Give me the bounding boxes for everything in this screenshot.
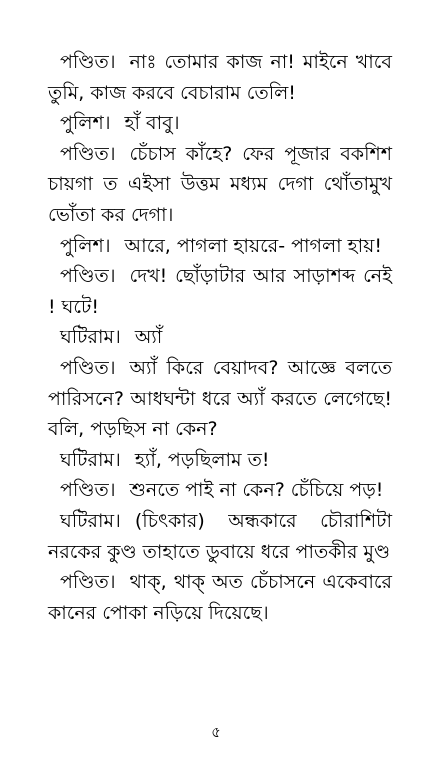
dialogue-text: চেঁচাস কাঁহে? ফের পূজার বকশিশ চায়গা ত এইসা উত্তম মধ্যম দেগা থোঁতামুখ ভোঁতা কর দেগা।	[48, 142, 392, 226]
speaker-name: পণ্ডিত।	[60, 479, 116, 502]
dialogue-line	[48, 353, 392, 445]
dialogue-line	[48, 322, 392, 353]
speaker-name: পণ্ডিত।	[60, 571, 116, 594]
dialogue-line	[48, 445, 392, 476]
dialogue-text: অ্যাঁ কিরে বেয়াদব? আজ্ঞে বলতে পারিসনে? আধঘন্টা ধরে অ্যাঁ করতে লেগেছে! বলি, পড়ছিস না কেন?	[48, 356, 392, 441]
dialogue-line	[48, 475, 392, 506]
speaker-name: পুলিশ।	[60, 234, 111, 257]
speaker-name: পণ্ডিত।	[60, 51, 116, 73]
page-number: ৫	[211, 723, 221, 741]
speaker-name: পুলিশ।	[60, 112, 111, 135]
dialogue-text: নাঃ তোমার কাজ না! মাইনে খাবে তুমি, কাজ করবে বেচারাম তেলি!	[48, 51, 392, 104]
speaker-name: ঘটিরাম।	[60, 509, 121, 532]
dialogue-text: (চিৎকার) অন্ধকারে চৌরাশিটা নরকের কুণ্ড তাহাতে ডুবায়ে ধরে পাতকীর মুণ্ড	[48, 509, 392, 563]
dialogue-line	[48, 567, 392, 628]
speaker-name: পণ্ডিত।	[60, 356, 116, 379]
dialogue-text: হাঁ বাবু।	[124, 112, 180, 135]
dialogue-line	[48, 108, 392, 139]
speaker-name: ঘটিরাম।	[60, 448, 121, 471]
dialogue-text: শুনতে পাই না কেন? চেঁচিয়ে পড়!	[129, 479, 384, 502]
speaker-name: পণ্ডিত।	[60, 142, 116, 165]
dialogue-text: হ্যাঁ, পড়ছিলাম ত!	[134, 448, 270, 471]
dialogue-line	[48, 139, 392, 231]
dialogue-line	[48, 231, 392, 262]
speaker-name: ঘটিরাম।	[60, 326, 121, 349]
dialogue-line	[48, 261, 392, 322]
dialogue-text: দেখ! ছোঁড়াটার আর সাড়াশব্দ নেই ! ঘটে!	[48, 265, 392, 318]
dialogue-text: অ্যাঁ	[134, 326, 163, 349]
dialogue-line	[48, 47, 392, 108]
speaker-name: পণ্ডিত।	[60, 265, 116, 288]
play-dialogue	[48, 47, 392, 628]
dialogue-text: আরে, পাগলা হায়রে- পাগলা হায়!	[124, 234, 382, 257]
dialogue-text: থাক্, থাক্ অত চেঁচাসনে একেবারে কানের পোকা নড়িয়ে দিয়েছে।	[48, 571, 392, 624]
dialogue-line	[48, 506, 392, 567]
